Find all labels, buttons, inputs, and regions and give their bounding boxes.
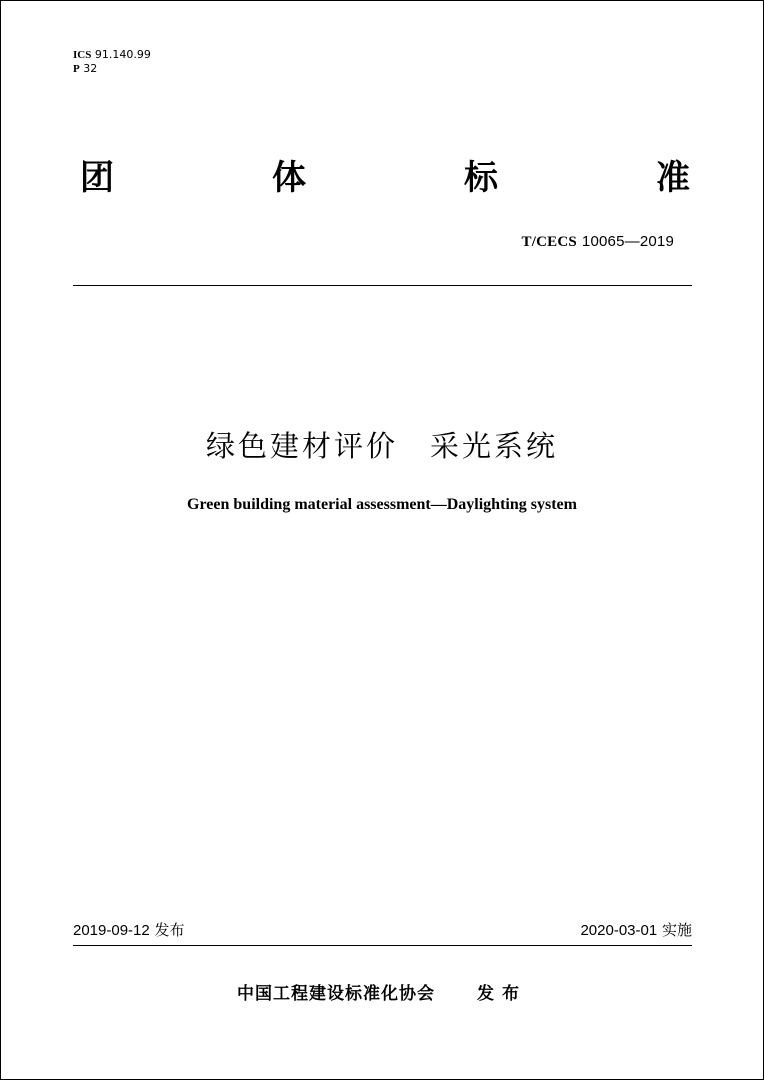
effective-label: 实施 (661, 921, 692, 939)
standard-code-prefix: T/CECS (521, 234, 577, 250)
issued-date: 2019-09-12 (73, 922, 150, 939)
issued-date-block (73, 920, 185, 941)
chinese-title: 绿色建材评价 采光系统 (205, 429, 558, 463)
standard-type-char: 标 (464, 158, 498, 198)
date-row (73, 920, 692, 941)
standard-type-heading (80, 158, 690, 198)
ics-label: ICS (73, 49, 92, 61)
effective-date-block (580, 920, 692, 941)
classification-block (73, 48, 151, 76)
effective-date: 2020-03-01 (580, 922, 658, 939)
publisher-org: 中国工程建设标准化协会 (237, 984, 436, 1004)
ics-line (73, 48, 151, 62)
class-label: P (73, 63, 80, 75)
standard-type-char: 团 (80, 158, 114, 198)
english-title: Green building material assessment—Daylighting system (187, 496, 577, 513)
standard-type-char: 准 (656, 158, 690, 198)
class-value: 32 (83, 62, 98, 75)
standard-code-number: 10065—2019 (581, 233, 674, 250)
standard-code (522, 232, 674, 251)
top-divider (73, 285, 692, 286)
standard-type-char: 体 (272, 158, 306, 198)
issued-label: 发布 (154, 921, 185, 939)
publisher-line (0, 983, 764, 1005)
bottom-divider (73, 945, 692, 946)
ics-value: 91.140.99 (94, 48, 151, 61)
class-line (73, 62, 151, 76)
publisher-action: 发布 (476, 984, 527, 1004)
